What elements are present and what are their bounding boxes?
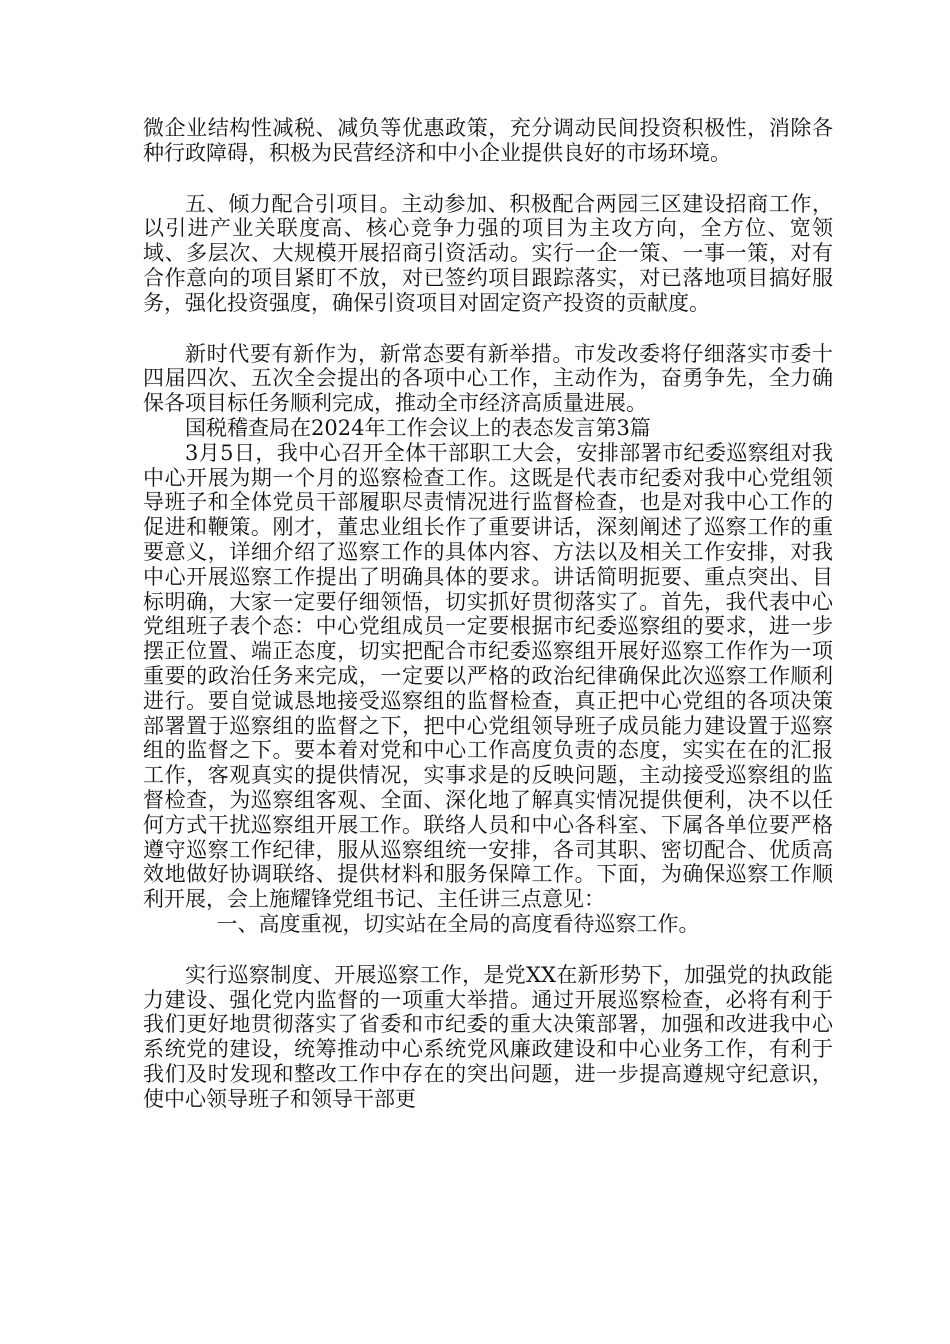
paragraph-continuation: 微企业结构性减税、减负等优惠政策，充分调动民间投资积极性，消除各种行政障碍，积极为民营经济和中小企业提供良好的市场环境。: [143, 116, 833, 165]
section-heading-one: 一、高度重视，切实站在全局的高度看待巡察工作。: [216, 911, 700, 936]
document-page: [143, 116, 833, 1111]
paragraph-closing: 新时代要有新作为，新常态要有新举措。市发改委将仔细落实市委十四届四次、五次全会提出的各项中心工作，主动作为，奋勇争先，全力确保各项目标任务顺利完成，推动全市经济高质量进展。: [143, 341, 833, 416]
paragraph-spacer: [143, 937, 833, 963]
paragraph-section-five: 五、倾力配合引项目。主动参加、积极配合两园三区建设招商工作，以引进产业关联度高、核心竞争力强的项目为主攻方向，全方位、宽领域、多层次、大规模开展招商引资活动。实行一企一策、一事一策，对有合作意向的项目紧盯不放，对已签约项目跟踪落实，对已落地项目搞好服务，强化投资强度，确保引资项目对固定资产投资的贡献度。: [143, 191, 833, 315]
paragraph-spacer: [143, 316, 833, 342]
paragraph-inspection-system: 实行巡察制度、开展巡察工作，是党XX在新形势下，加强党的执政能力建设、强化党内监督的一项重大举措。通过开展巡察检查，必将有利于我们更好地贯彻落实了省委和市纪委的重大决策部署，加强和改进我中心系统党的建设，统筹推动中心系统党风廉政建设和中心业务工作，有利于我们及时发现和整改工作中存在的突出问题，进一步提高遵规守纪意识，使中心领导班子和领导干部更: [143, 962, 833, 1111]
article-title: 国税稽查局在2024年工作会议上的表态发言第3篇: [185, 415, 651, 440]
paragraph-speech-intro: 3月5日，我中心召开全体干部职工大会，安排部署市纪委巡察组对我中心开展为期一个月的巡察检查工作。这既是代表市纪委对我中心党组领导班子和全体党员干部履职尽责情况进行监督检查，也是对我中心工作的促进和鞭策。刚才，董忠业组长作了重要讲话，深刻阐述了巡察工作的重要意义，详细介绍了巡察工作的具体内容、方法以及相关工作安排，对我中心开展巡察工作提出了明确具体的要求。讲话简明扼要、重点突出、目标明确，大家一定要仔细领悟，切实抓好贯彻落实了。首先，我代表中心党组班子表个态：中心党组成员一定要根据市纪委巡察组的要求，进一步摆正位置、端正态度，切实把配合市纪委巡察组开展好巡察工作作为一项重要的政治任务来完成，一定要以严格的政治纪律确保此次巡察工作顺利进行。要自觉诚恳地接受巡察组的监督检查，真正把中心党组的各项决策部署置于巡察组的监督之下，把中心党组领导班子成员能力建设置于巡察组的监督之下。要本着对党和中心工作高度负责的态度，实实在在的汇报工作，客观真实的提供情况，实事求是的反映问题，主动接受巡察组的监督检查，为巡察组客观、全面、深化地了解真实情况提供便利，决不以任何方式干扰巡察组开展工作。联络人员和中心各科室、下属各单位要严格遵守巡察工作纪律，服从巡察组统一安排，各司其职、密切配合、优质高效地做好协调联络、提供材料和服务保障工作。下面，为确保巡察工作顺利开展，会上施耀锋党组书记、主任讲三点意见：: [143, 440, 833, 912]
paragraph-spacer: [143, 166, 833, 192]
